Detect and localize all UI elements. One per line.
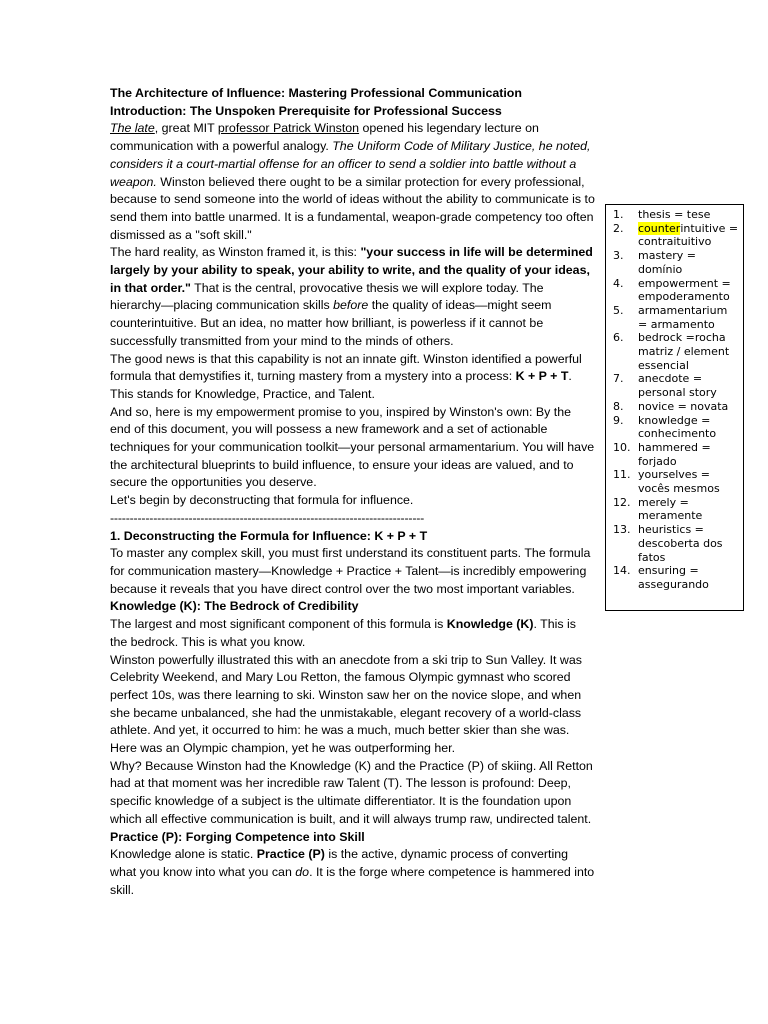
paragraph-promise: And so, here is my empowerment promise to you, inspired by Winston's own: By the end of this document, you will possess a new framework and a set of actionable techniques for your communication toolkit—your personal armamentarium. You will have the architectural blueprints to build influence, to ensure your ideas are valued, and to secure the opportunities you deserve.	[110, 404, 595, 490]
text-ucmj-quote: The Uniform Code of Military Justice, he noted, considers it a court-martial offense for an officer to send a soldier into battle without a weapon.	[110, 139, 591, 189]
text-the-late: The late	[110, 121, 155, 136]
glossary-item: 10. hammered = forjado	[613, 440, 711, 468]
glossary-item: 13. heuristics = descoberta dos fatos	[613, 523, 723, 564]
glossary-item: 4. empowerment = empoderamento	[613, 276, 731, 304]
knowledge-heading: Knowledge (K): The Bedrock of Credibility	[110, 599, 359, 614]
document-title: The Architecture of Influence: Mastering Professional Communication	[110, 86, 522, 100]
text-formula: K + P + T	[515, 369, 569, 384]
glossary-item: 3. mastery = domínio	[613, 249, 697, 276]
glossary-list	[613, 208, 739, 592]
paragraph-master-skill: To master any complex skill, you must first understand its constituent parts. The formula for communication mastery—Knowledge + Practice + Talent—is incredibly empowering because it reveals that you have direct control over the two most important variables.	[110, 546, 591, 596]
paragraph-good-news: The good news is that this capability is not an innate gift. Winston identified a powerful formula that demystifies it, turning mastery from a mystery into a process: K + P + T. This stands for Knowledge, Practice, and Talent.	[110, 351, 582, 401]
paragraph-ski-anecdote: Winston powerfully illustrated this with an anecdote from a ski trip to Sun Valley. It was Celebrity Weekend, and Mary Lou Retton, the famous Olympic gymnast who scored perfect 10s, was there learning to ski. Winston saw her on the novice slope, and when she became unbalanced, she had the unmistakable, elegant recovery of a world-class athlete. And yet, it occurred to him: he was a much, much better skier than she was. Here was an Olympic champion, yet he was outperforming her.	[110, 652, 582, 756]
practice-heading: Practice (P): Forging Competence into Skill	[110, 829, 365, 844]
section-1-heading: 1. Deconstructing the Formula for Influence: K + P + T	[110, 528, 428, 543]
intro-heading: Introduction: The Unspoken Prerequisite for Professional Success	[110, 103, 502, 118]
glossary-item: 12. merely = meramente	[613, 495, 703, 523]
paragraph-hard-reality: The hard reality, as Winston framed it, is this: "your success in life will be determined largely by your ability to speak, your ability to write, and the quality of your ideas, in that order." That is the central, provocative thesis we will explore today. The hierarchy—placing communication skills before the quality of ideas—might seem counterintuitive. But an idea, no matter how brilliant, is powerless if it cannot be successfully transmitted from your mind to the minds of others.	[110, 245, 593, 348]
glossary-box	[605, 204, 744, 611]
glossary-item: 2. counterintuitive = contraituitivo	[613, 221, 739, 249]
glossary-item: 9. knowledge = conhecimento	[613, 413, 717, 441]
paragraph-lets-begin: Let's begin by deconstructing that formula for influence.	[110, 493, 414, 508]
glossary-item: 6. bedrock =rocha matriz / element essencial	[613, 331, 730, 372]
glossary-item: 1. thesis = tese	[613, 208, 711, 221]
paragraph-why: Why? Because Winston had the Knowledge (K) and the Practice (P) of skiing. All Retton had at that moment was her incredible raw Talent (T). The lesson is profound: Deep, specific knowledge of a subject is the ultimate differentiator. It is the foundation upon which all effective communication is built, and it will always trump raw, undirected talent.	[110, 758, 593, 826]
paragraph-bedrock: The largest and most significant component of this formula is Knowledge (K). This is the bedrock. This is what you know.	[110, 617, 576, 649]
text-professor-name: professor Patrick Winston	[217, 121, 360, 136]
glossary-item: 7. anecdote = personal story	[613, 372, 717, 400]
glossary-item: 5. armamentarium = armamento	[613, 303, 728, 331]
glossary-item: 8. novice = novata	[613, 399, 729, 413]
glossary-item: 11. yourselves = vocês mesmos	[613, 468, 720, 496]
text-thesis-quote: "your success in life will be determined largely by your ability to speak, your ability to write, and the quality of your ideas, in that order."	[110, 245, 593, 295]
highlighted-text: counter	[638, 221, 681, 235]
dashed-divider: --------------------------------------------------------------------------------	[110, 510, 425, 525]
paragraph-intro: The late, great MIT professor Patrick Winston opened his legendary lecture on communication with a powerful analogy. The Uniform Code of Military Justice, he noted, considers it a court-martial offense for an officer to send a soldier into battle without a weapon. Winston believed there ought to be a similar protection for every professional, because to send someone into the world of ideas without the ability to communicate is to send them into battle unarmed. It is a fundamental, weapon-grade competency too often dismissed as a "soft skill."	[110, 121, 595, 242]
paragraph-practice: Knowledge alone is static. Practice (P) is the active, dynamic process of converting what you know into what you can do. It is the forge where competence is hammered into skill.	[110, 847, 595, 897]
document-body	[110, 85, 595, 899]
glossary-item: 14. ensuring = assegurando	[613, 564, 709, 591]
